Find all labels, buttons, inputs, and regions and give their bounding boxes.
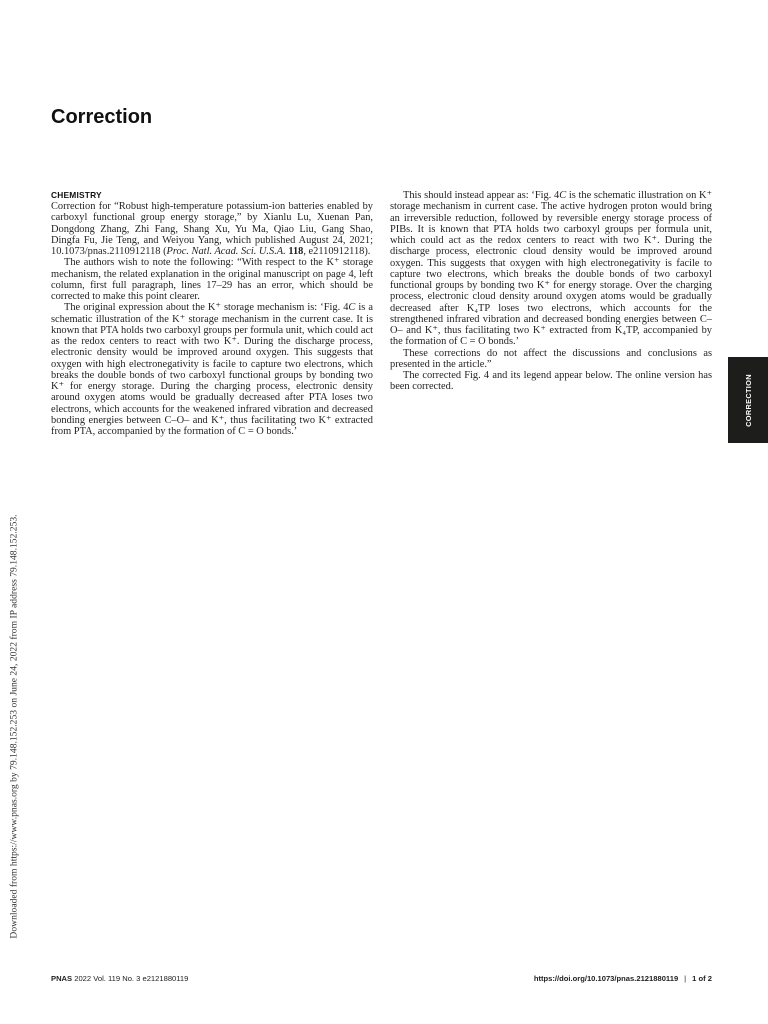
corrected-expression-text: is the schematic illustration on K⁺ storage mechanism in current case. The active hydrogen proton would bring an irreversible reduction, followed by reversible energy storage process of PIBs. It is known that PTA holds two carboxyl groups per formula unit, which could act as the redox centers to react with two K⁺. During the discharge process, electronic cloud density would be improved around oxygen. This suggests that oxygen with high electronegativity is facile to capture two electrons, which breaks the double bonds of two carboxyl functional groups by bonding two K⁺ for energy storage. Over the charging process, electronic cloud density around oxygen atoms would be gradually decreased after K₄TP loses two electrons, which accounts for the strengthened infrared vibration and decreased bonding energies between C–O– and K⁺, thus facilitating two K⁺ extracted from K₄TP, accompanied by the formation of C = O bonds.’ [390, 190, 713, 348]
figure-panel-ref: C [559, 190, 567, 201]
corrected-expression-paragraph [390, 190, 712, 348]
watermark-text: Downloaded from https://www.pnas.org by 79.148.152.253 on June 24, 2022 from IP address 79.148.152.253. [8, 514, 20, 939]
authors-note-paragraph: The authors wish to note the following: “With respect to the K⁺ storage mechanism, the related explanation in the original manuscript on page 4, left column, first full paragraph, lines 17–29 has an error, which should be corrected to make this point clearer. [51, 257, 373, 302]
no-effect-paragraph: These corrections do not affect the discussions and conclusions as presented in the article.” [390, 347, 712, 370]
download-watermark [2, 495, 26, 958]
footer-citation [51, 974, 188, 983]
citation-tail: , e2110912118). [303, 246, 371, 257]
footer-separator: | [684, 974, 687, 983]
original-expression-lead: The original expression about the K⁺ storage mechanism is: ‘Fig. 4 [64, 302, 349, 314]
page-title: Correction [51, 106, 153, 128]
side-tab-label: CORRECTION [743, 373, 753, 427]
original-expression-paragraph [51, 302, 373, 437]
section-label: CHEMISTRY [51, 190, 102, 200]
journal-volume: 118 [288, 246, 304, 257]
figure-panel-ref: C [348, 302, 356, 314]
journal-name: Proc. Natl. Acad. Sci. U.S.A. [166, 246, 286, 257]
corrected-expression-lead: This should instead appear as: ‘Fig. 4 [403, 190, 560, 201]
footer-journal: PNAS [51, 974, 73, 983]
figure-note-paragraph: The corrected Fig. 4 and its legend appear below. The online version has been corrected. [390, 370, 712, 393]
citation-lead: Correction for “Robust high-temperature potassium-ion batteries enabled by carboxyl functional group energy storage,” by Xianlu Lu, Xuenan Pan, Dongdong Zhang, Zhi Fang, Shang Xu, Yu Ma, Qiao Liu, Gang Shao, Dingfa Fu, Jie Teng, and Weiyou Yang, which published August 24, 2021; 10.1073/pnas.2110912118 ( [51, 201, 373, 257]
section-side-tab [728, 357, 768, 443]
article-column-right [390, 190, 712, 393]
footer-doi-page [534, 974, 712, 983]
footer-citation-text: 2022 Vol. 119 No. 3 e2121880119 [74, 974, 189, 983]
original-expression-text: is a schematic illustration of the K⁺ storage mechanism in the current case. It is known that PTA holds two carboxyl groups per formula unit, which could act as the redox centers to react with two K⁺. During the discharge process, electronic density would be improved around oxygen. This suggests that oxygen with high electronegativity is facile to capture two electrons, which breaks the double bonds of two carboxyl functional groups by bonding two K⁺ for energy storage. During the charging process, electronic density around oxygen atoms would be gradually decreased after PTA loses two electrons, which accounts for the weakened infrared vibration and decreased bonding energies between C–O– and K⁺, thus facilitating two K⁺ extracted from PTA, accompanied by the formation of C = O bonds.’ [51, 302, 373, 437]
footer-page-number: 1 of 2 [692, 974, 712, 983]
footer-doi-link[interactable]: https://doi.org/10.1073/pnas.2121880119 [533, 974, 679, 983]
article-column-left [51, 190, 373, 437]
correction-citation-paragraph [51, 201, 373, 257]
